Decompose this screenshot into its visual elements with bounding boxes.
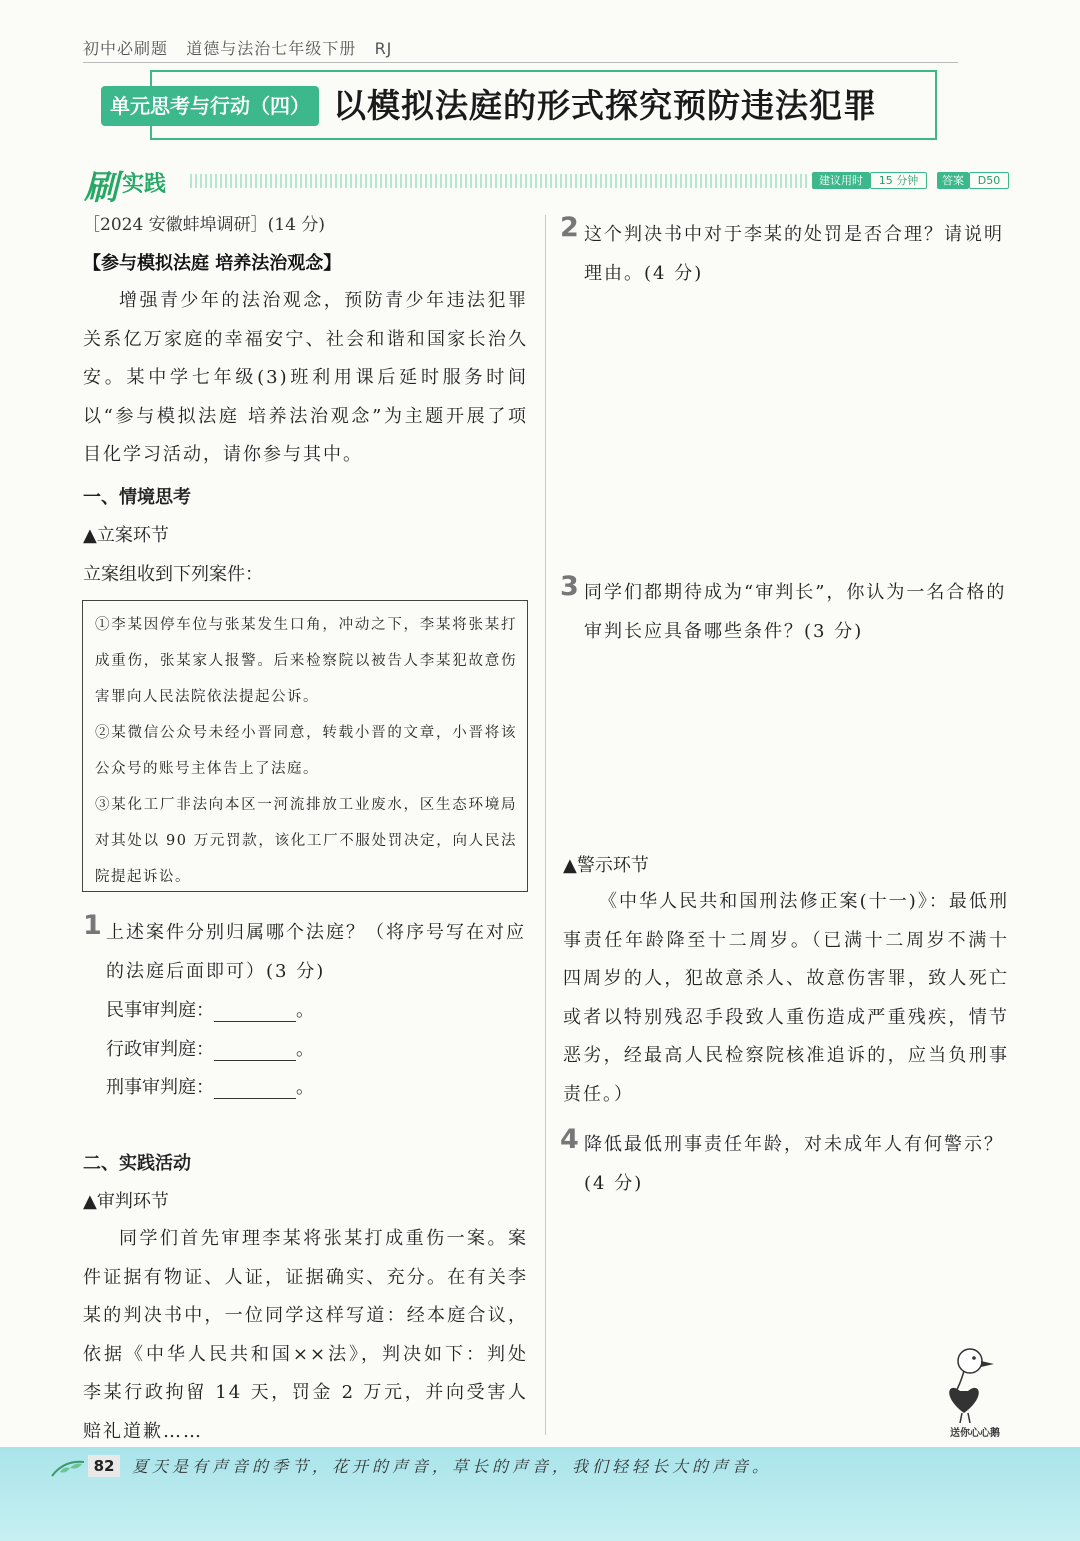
answer-page: D50 (969, 172, 1009, 189)
answer-blank[interactable] (214, 1040, 296, 1061)
question-2: 这个判决书中对于李某的处罚是否合理？请说明理由。(4 分) (584, 224, 1004, 284)
trial-paragraph: 同学们首先审理李某将张某打成重伤一案。案件证据有物证、人证，证据确实、充分。在有关李某的判决书中，一位同学这样写道：经本庭合议，依据《中华人民共和国××法》，判决如下：判处李某行政拘留 14 天，罚金 2 万元，并向受害人赔礼道歉…… (83, 1228, 528, 1442)
footer-quote: 夏天是有声音的季节，花开的声音，草长的声音，我们轻轻长大的声音。 (132, 1457, 773, 1476)
case-item: ③某化工厂非法向本区一河流排放工业废水，区生态环境局对其处以 90 万元罚款，该化工厂不服处罚决定，向人民法院提起诉讼。 (95, 797, 517, 885)
question-number: 4 (560, 1124, 579, 1155)
court-label: 民事审判庭： (106, 1000, 214, 1021)
civil-court-row: 民事审判庭： 。 (106, 1000, 314, 1021)
time-label: 建议用时 (812, 172, 870, 189)
answer-blank[interactable] (214, 1078, 296, 1099)
cases-received: 立案组收到下列案件： (83, 564, 263, 585)
book-name: 初中必刷题 (83, 39, 169, 58)
mascot-caption: 送你心心鹅 (950, 1428, 1000, 1439)
answer-blank[interactable] (214, 1001, 296, 1022)
question-1: 上述案件分别归属哪个法庭？（将序号写在对应的法庭后面即可）(3 分) (106, 922, 526, 982)
question-number: 3 (560, 571, 579, 602)
time-value: 15 分钟 (870, 172, 927, 189)
question-number: 2 (560, 212, 579, 243)
answer-label: 答案 (937, 172, 969, 189)
question-theme: 【参与模拟法庭 培养法治观念】 (83, 253, 342, 274)
criminal-court-row: 刑事审判庭： 。 (106, 1077, 314, 1098)
edition-code: RJ (374, 39, 393, 58)
case-item: ①李某因停车位与张某发生口角，冲动之下，李某将张某打成重伤，张某家人报警。后来检察院以被告人李某犯故意伤害罪向人民法院依法提起公诉。 (95, 617, 517, 705)
question-3: 同学们都期待成为“审判长”，你认为一名合格的审判长应具备哪些条件？(3 分) (584, 582, 1007, 642)
goose-mascot-icon (940, 1345, 1004, 1425)
running-header (83, 36, 392, 59)
section-label: 实践 (122, 172, 167, 197)
page-number: 82 (88, 1455, 120, 1477)
admin-court-row: 行政审判庭： 。 (106, 1039, 314, 1060)
section-heading-1: 一、情境思考 (83, 487, 191, 508)
subject-name: 道德与法治七年级下册 (186, 39, 357, 58)
stage-filing: ▲立案环节 (83, 525, 169, 546)
question-4: 降低最低刑事责任年龄，对未成年人有何警示？(4 分) (584, 1134, 1004, 1194)
unit-tag: 单元思考与行动（四） (101, 86, 319, 126)
section-heading-2: 二、实践活动 (83, 1153, 191, 1174)
header-rule (83, 62, 958, 63)
decorative-stripe (190, 174, 808, 188)
stage-warning: ▲警示环节 (563, 855, 649, 876)
stage-trial: ▲审判环节 (83, 1191, 169, 1212)
intro-paragraph: 增强青少年的法治观念，预防青少年违法犯罪关系亿万家庭的幸福安宁、社会和谐和国家长治久安。某中学七年级(3)班利用课后延时服务时间以“参与模拟法庭 培养法治观念”为主题开展了项目化学习活动，请你参与其中。 (83, 290, 528, 465)
question-source: ［2024 安徽蚌埠调研］(14 分) (83, 215, 325, 235)
section-logo: 刷 (84, 168, 118, 208)
case-box (82, 600, 528, 892)
page-title: 以模拟法庭的形式探究预防违法犯罪 (333, 86, 877, 125)
leaf-icon (50, 1458, 90, 1480)
column-divider (545, 215, 546, 1435)
case-item: ②某微信公众号未经小晋同意，转载小晋的文章，小晋将该公众号的账号主体告上了法庭。 (95, 725, 517, 777)
court-label: 行政审判庭： (106, 1039, 214, 1060)
question-number: 1 (83, 910, 102, 941)
court-label: 刑事审判庭： (106, 1077, 214, 1098)
warning-paragraph: 《中华人民共和国刑法修正案(十一)》：最低刑事责任年龄降至十二周岁。（已满十二周岁不满十四周岁的人，犯故意杀人、故意伤害罪，致人死亡或者以特别残忍手段致人重伤造成严重残疾，情节恶劣，经最高人民检察院核准追诉的，应当负刑事责任。） (563, 891, 1009, 1105)
